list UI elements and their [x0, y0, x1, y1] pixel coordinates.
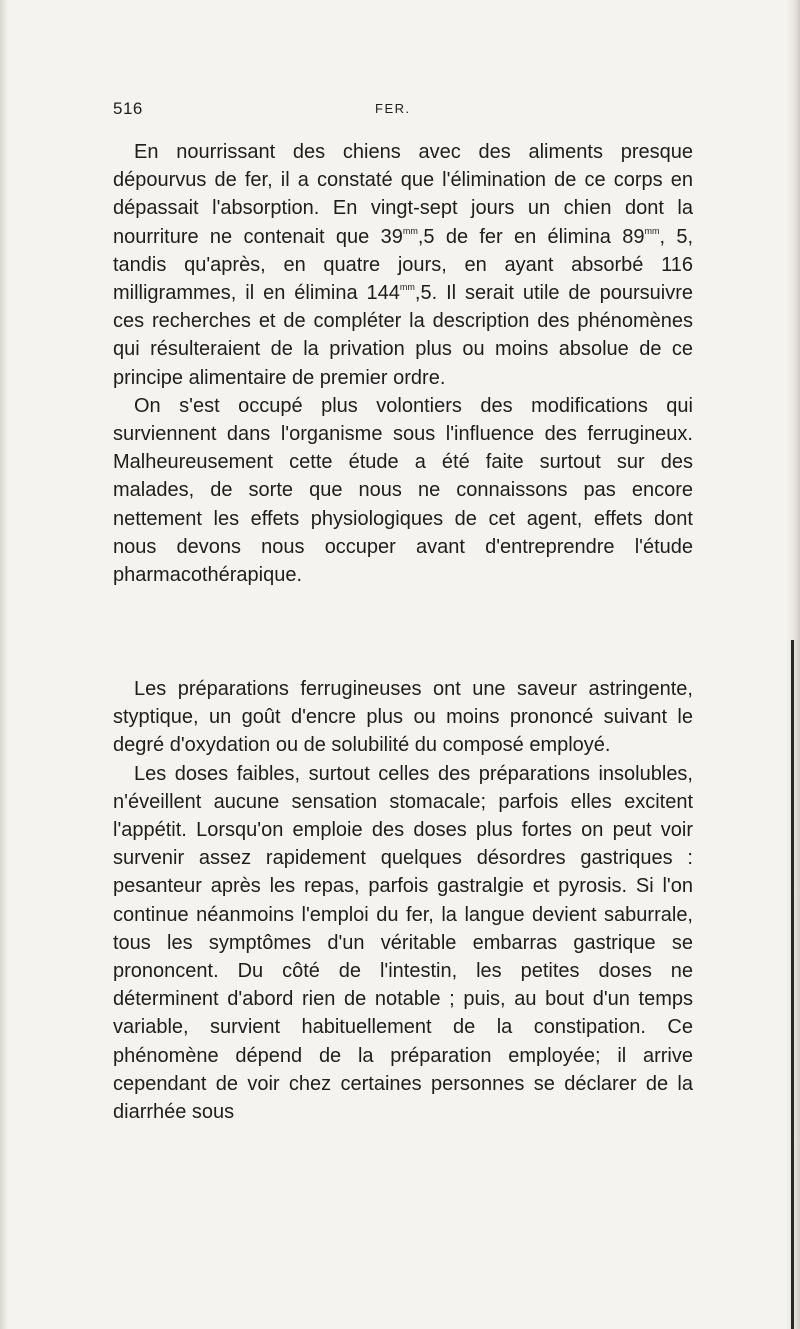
binding-edge-line — [791, 640, 794, 1329]
unit-superscript: mm — [644, 225, 660, 236]
running-title: FER. — [375, 101, 411, 116]
page-number: 516 — [113, 99, 143, 118]
text-block-lower — [113, 675, 693, 1126]
paragraph-saveur: Les préparations ferrugineuses ont une saveur astringente, styptique, un goût d'encre plus ou moins prononcé suivant le degré d'oxydation ou de solubilité du composé employé. — [113, 678, 693, 757]
unit-superscript: mm — [402, 225, 418, 236]
paragraph-doses: Les doses faibles, surtout celles des préparations insolubles, n'éveillent aucune sensation stomacale; parfois elles excitent l'appétit. Lorsqu'on emploie des doses plus fortes on peut voir survenir assez rapidement quelques désordres gastriques : pesanteur après les repas, parfois gastralgie et pyrosis. Si l'on continue néanmoins l'emploi du fer, la langue devient saburrale, tous les symptômes d'un véritable embarras gastrique se prononcent. Du côté de l'intestin, les petites doses ne déterminent d'abord rien de notable ; puis, au bout d'un temps variable, survient habituellement de la constipation. Ce phénomène dépend de la préparation employée; il arrive cependant de voir chez certaines personnes se déclarer de la diarrhée sous — [113, 762, 693, 1124]
page-header — [113, 99, 693, 123]
paragraph-modifications: On s'est occupé plus volontiers des modifications qui surviennent dans l'organisme sous l'influence des ferrugineux. Malheureusement cette étude a été faite surtout sur des malades, de sorte que nous ne connaissons pas encore nettement les effets physiologiques de cet agent, effets dont nous devons nous occuper avant d'entreprendre l'étude pharmacothérapique. — [113, 394, 693, 587]
text-block-upper — [113, 138, 693, 589]
page-left-edge — [0, 0, 8, 1329]
unit-superscript: mm — [399, 282, 415, 293]
paragraph-nourrissant: En nourrissant des chiens avec des aliments presque dépourvus de fer, il a constaté que l'élimination de ce corps en dépassait l'absorption. En vingt-sept jours un chien dont la nourriture ne contenait que $39^{mm},5$ de fer en élimina $89^{mm}$, 5, tandis qu'après, en quatre jours, en ayant absorbé 116 milligrammes, il en élimina $144^{mm},5$. Il serait utile de poursuivre ces recherches et de compléter la description des phénomènes qui résulteraient de la privation plus ou moins absolue de ce principe alimentaire de premier ordre. — [113, 141, 694, 389]
